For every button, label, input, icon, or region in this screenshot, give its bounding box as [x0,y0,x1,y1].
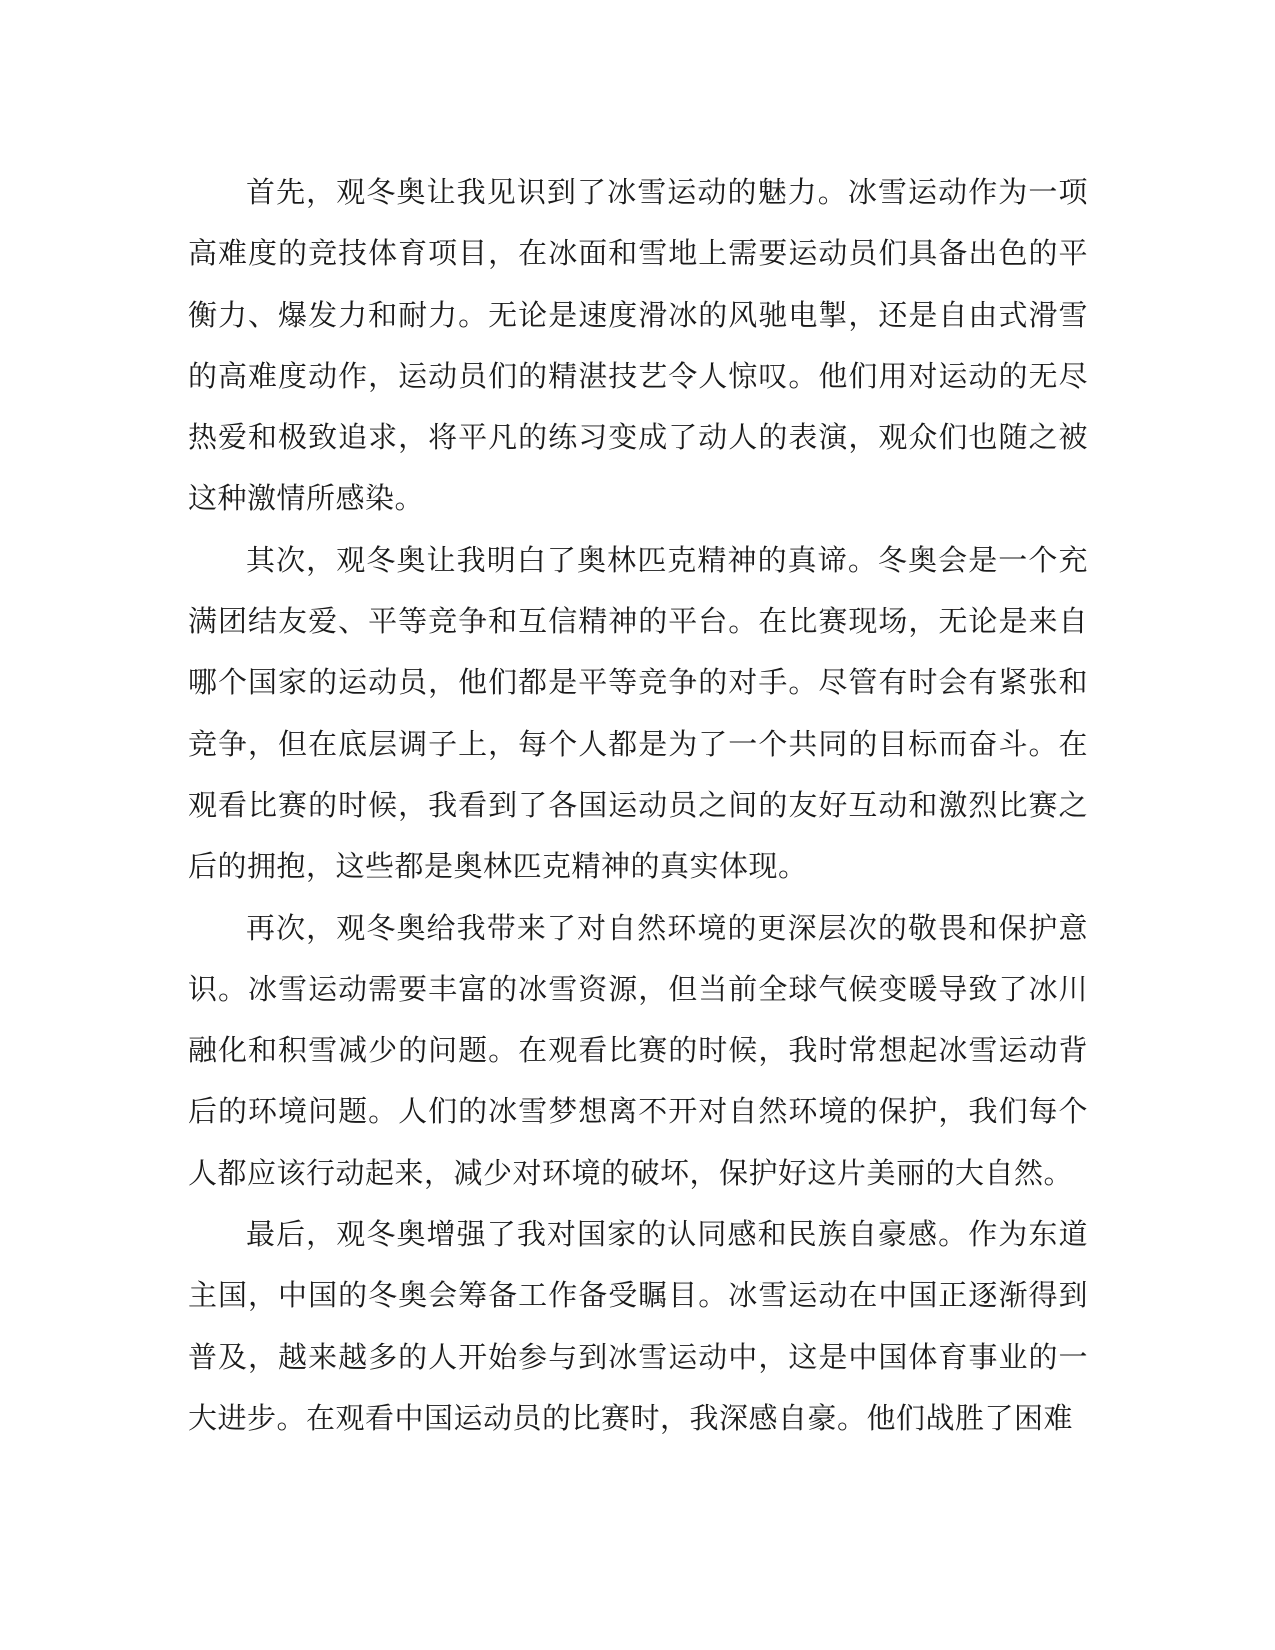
paragraph-3: 再次，观冬奥给我带来了对自然环境的更深层次的敬畏和保护意识。冰雪运动需要丰富的冰雪资源，但当前全球气候变暖导致了冰川融化和积雪减少的问题。在观看比赛的时候，我时常想起冰雪运动背后的环境问题。人们的冰雪梦想离不开对自然环境的保护，我们每个人都应该行动起来，减少对环境的破坏，保护好这片美丽的大自然。 [188,910,1088,1190]
paragraph-1: 首先，观冬奥让我见识到了冰雪运动的魅力。冰雪运动作为一项高难度的竞技体育项目，在冰面和雪地上需要运动员们具备出色的平衡力、爆发力和耐力。无论是速度滑冰的风驰电掣，还是自由式滑雪的高难度动作，运动员们的精湛技艺令人惊叹。他们用对运动的无尽热爱和极致追求，将平凡的练习变成了动人的表演，观众们也随之被这种激情所感染。 [188,175,1088,516]
paragraph-2: 其次，观冬奥让我明白了奥林匹克精神的真谛。冬奥会是一个充满团结友爱、平等竞争和互信精神的平台。在比赛现场，无论是来自哪个国家的运动员，他们都是平等竞争的对手。尽管有时会有紧张和竞争，但在底层调子上，每个人都是为了一个共同的目标而奋斗。在观看比赛的时候，我看到了各国运动员之间的友好互动和激烈比赛之后的拥抱，这些都是奥林匹克精神的真实体现。 [188,542,1088,884]
paragraph-4: 最后，观冬奥增强了我对国家的认同感和民族自豪感。作为东道主国，中国的冬奥会筹备工作备受瞩目。冰雪运动在中国正逐渐得到普及，越来越多的人开始参与到冰雪运动中，这是中国体育事业的一大进步。在观看中国运动员的比赛时，我深感自豪。他们战胜了困难 [188,1217,1088,1435]
document-body [188,162,1088,1449]
